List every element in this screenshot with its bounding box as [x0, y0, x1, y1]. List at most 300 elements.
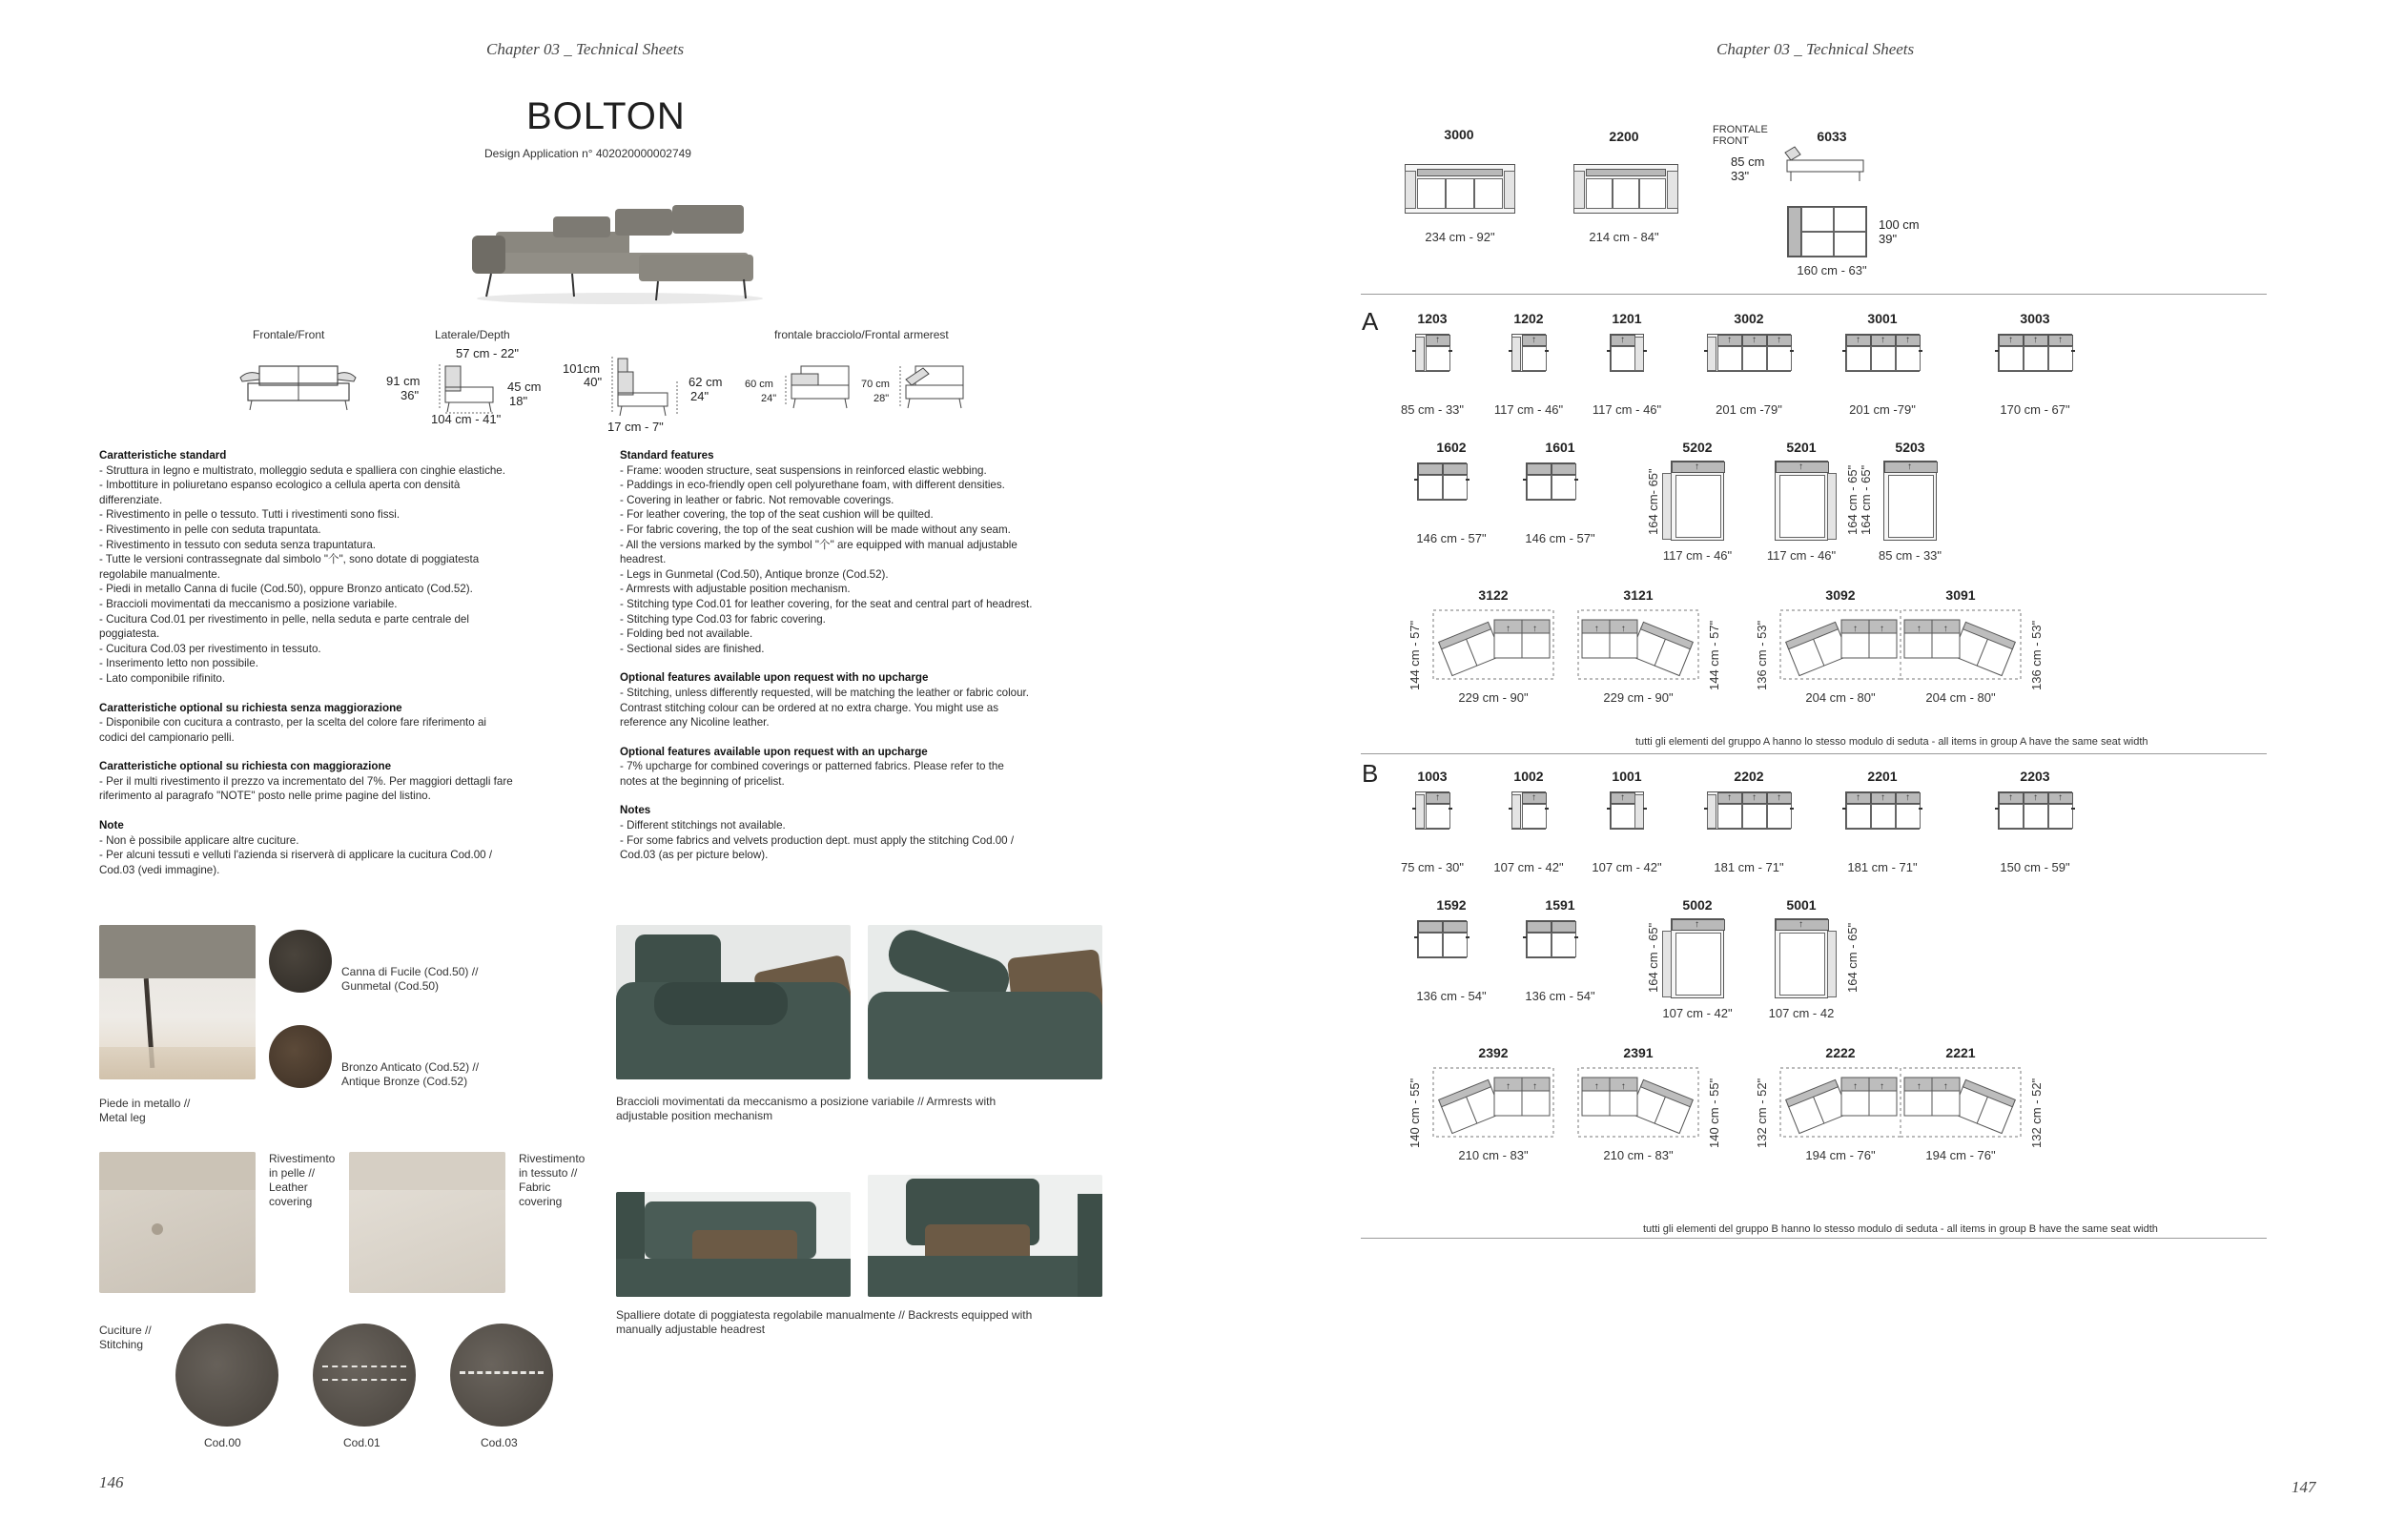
module-drawing — [1417, 462, 1467, 501]
seat-cell — [1552, 475, 1576, 500]
seat-cell — [1871, 346, 1896, 371]
module-1003-dim: 75 cm - 30" — [1400, 860, 1465, 874]
armrest-up-photo — [868, 925, 1102, 1079]
cushion-mark — [1509, 350, 1512, 352]
module-1203-code: 1203 — [1417, 311, 1448, 326]
module-drawing — [1883, 461, 1937, 541]
module-2391-vdim: 140 cm - 55" — [1707, 1078, 1721, 1148]
module-6033-frontale: FRONTALE FRONT — [1713, 124, 1768, 147]
spec-line: - Armrests with adjustable position mechanism. — [620, 583, 851, 596]
metal-leg-caption: Piede in metallo // Metal leg — [99, 1097, 191, 1124]
spec-line: codici del campionario pelli. — [99, 730, 235, 744]
module-6033-width: 160 cm - 63" — [1797, 263, 1867, 277]
module-3092-dim: 204 cm - 80" — [1805, 690, 1876, 705]
group-b-note: tutti gli elementi del gruppo B hanno lo stesso modulo di seduta - all items in group B have the same seat width — [1643, 1223, 2158, 1235]
module-5001-code: 5001 — [1786, 897, 1817, 913]
spec-line: - Tutte le versioni contrassegnate dal simbolo "个", sono dotate di poggiatesta — [99, 553, 480, 566]
headrest-arrow-icon: ↑ — [1905, 792, 1910, 803]
backrest-shape — [1418, 463, 1443, 475]
spec-line: - Stitching, unless differently requested, will be matching the leather or fabric colour. — [620, 686, 1029, 699]
cushion-mark — [1704, 808, 1708, 810]
fabric-caption: Rivestimento in tessuto // Fabric covering — [519, 1152, 586, 1208]
module-5201-code: 5201 — [1786, 440, 1817, 455]
spec-line: - Cucitura Cod.03 per rivestimento in tessuto. — [99, 642, 321, 655]
module-2200-dim: 214 cm - 84" — [1589, 230, 1659, 244]
module-3122-code: 3122 — [1478, 587, 1509, 603]
module-3122-dim: 229 cm - 90" — [1458, 690, 1529, 705]
cushion-mark — [1995, 350, 1999, 352]
armrest-28-label: 28" — [873, 393, 890, 404]
armrest-shape — [1827, 931, 1837, 997]
headrest-arrow-icon: ↑ — [1727, 792, 1732, 803]
armrest-shape — [1634, 337, 1644, 371]
svg-text:↑: ↑ — [1853, 624, 1858, 634]
module-5002-dim: 107 cm - 42" — [1662, 1006, 1733, 1020]
spec-en-note-lines — [620, 818, 1135, 863]
spec-line: - For leather covering, the top of the seat cushion will be quilted. — [620, 508, 934, 522]
module-5202-code: 5202 — [1682, 440, 1713, 455]
cushion-mark — [1414, 479, 1418, 481]
spec-en-std-lines — [620, 463, 1135, 657]
page-number-left: 146 — [99, 1473, 124, 1491]
spec-line: - Stitching type Cod.01 for leather covering, for the seat and central part of headrest. — [620, 597, 1033, 610]
spec-line: - Different stitchings not available. — [620, 819, 786, 832]
module-drawing — [1415, 791, 1449, 830]
spec-en-opt-paid-title: Optional features available upon request with an upcharge — [620, 745, 928, 758]
module-3091-dim: 204 cm - 80" — [1925, 690, 1996, 705]
cushion-mark — [1523, 479, 1527, 481]
spec-line: - Frame: wooden structure, seat suspensions in reinforced elastic webbing. — [620, 463, 987, 477]
seat-cell — [2024, 804, 2048, 829]
module-3121-code: 3121 — [1623, 587, 1654, 603]
module-drawing — [1707, 334, 1791, 372]
svg-text:↑: ↑ — [1943, 1081, 1948, 1092]
spec-line: - Rivestimento in pelle o tessuto. Tutti i rivestimenti sono fissi. — [99, 508, 401, 522]
cushion-mark — [1790, 350, 1794, 352]
armrest-60-label: 60 cm — [745, 379, 773, 390]
cushion-mark — [1919, 808, 1922, 810]
corner-module-drawing — [1576, 1066, 1700, 1139]
spec-it-opt-paid-title: Caratteristiche optional su richiesta con maggiorazione — [99, 760, 392, 773]
depth-17-label: 17 cm - 7" — [607, 420, 664, 434]
spec-line: - Sectional sides are finished. — [620, 642, 765, 655]
headrest-arrow-icon: ↑ — [2008, 792, 2013, 803]
module-1003-code: 1003 — [1417, 769, 1448, 784]
corner-module-drawing — [1899, 608, 2023, 681]
spec-line: headrest. — [620, 553, 667, 566]
headrest-arrow-icon: ↑ — [1856, 792, 1860, 803]
fabric-covering-photo — [349, 1152, 505, 1293]
module-2202-dim: 181 cm - 71" — [1714, 860, 1784, 874]
spec-en-std-title: Standard features — [620, 449, 714, 462]
backrest-shape — [1552, 463, 1576, 475]
spec-line: - Stitching type Cod.03 for fabric covering. — [620, 612, 826, 626]
svg-text:↑: ↑ — [1532, 624, 1537, 634]
svg-text:↑: ↑ — [1594, 624, 1599, 634]
module-drawing — [1845, 334, 1920, 372]
module-1591-code: 1591 — [1545, 897, 1575, 913]
seat-cell — [1779, 475, 1825, 538]
module-2222-vdim: 132 cm - 52" — [1755, 1078, 1769, 1148]
spec-line: - Folding bed not available. — [620, 627, 753, 641]
seat-cell — [1418, 933, 1443, 957]
spec-line: - 7% upcharge for combined coverings or patterned fabrics. Please refer to the — [620, 760, 1004, 773]
cushion-mark — [1466, 479, 1469, 481]
armrests-caption: Braccioli movimentati da meccanismo a posizione variabile // Armrests with adjustable position mechanism — [616, 1095, 997, 1122]
header-left: Chapter 03 _ Technical Sheets — [486, 40, 685, 58]
svg-text:↑: ↑ — [1943, 624, 1948, 634]
spec-line: - Rivestimento in tessuto con seduta senza trapuntatura. — [99, 538, 377, 551]
module-1002-code: 1002 — [1513, 769, 1544, 784]
seat-cell — [1426, 346, 1450, 371]
module-drawing — [1998, 791, 2072, 830]
spec-it-opt-free-lines — [99, 715, 595, 745]
module-drawing — [1775, 918, 1828, 998]
spec-english — [620, 448, 1135, 863]
spec-line: Contrast stitching colour can be ordered at no extra charge. You might use as — [620, 701, 999, 714]
header-right: Chapter 03 _ Technical Sheets — [1716, 40, 1915, 58]
cushion-mark — [1574, 479, 1578, 481]
cod01-label: Cod.01 — [343, 1436, 380, 1449]
spec-line: - Inserimento letto non possibile. — [99, 657, 258, 670]
spec-line: riferimento al paragrafo "NOTE" posto nelle prime pagine del listino. — [99, 790, 431, 803]
headrest-arrow-icon: ↑ — [1695, 919, 1699, 930]
module-2200-drawing — [1573, 164, 1678, 214]
module-2391-dim: 210 cm - 83" — [1603, 1148, 1674, 1162]
product-title: BOLTON — [526, 95, 686, 137]
spec-line: - Piedi in metallo Canna di fucile (Cod.50), oppure Bronzo anticato (Cod.52). — [99, 583, 473, 596]
module-5202-dim: 117 cm - 46" — [1662, 548, 1733, 563]
armrest-shape — [1662, 931, 1672, 997]
spec-it-std-lines — [99, 463, 595, 687]
headrest-arrow-icon: ↑ — [1905, 335, 1910, 345]
module-drawing — [1998, 334, 2072, 372]
armrest-down-drawing — [782, 362, 853, 415]
seat-cell — [1717, 346, 1742, 371]
module-3000-drawing — [1405, 164, 1515, 214]
divider-top — [1361, 294, 2267, 295]
module-5201-vdim: 164 cm - 65" — [1845, 464, 1860, 535]
module-6033-code: 6033 — [1817, 129, 1847, 144]
module-5203-vdim: 164 cm - 65" — [1859, 464, 1873, 535]
module-2201-dim: 181 cm - 71" — [1847, 860, 1918, 874]
module-6033-top-drawing — [1787, 206, 1867, 257]
armrest-70-label: 70 cm — [861, 379, 890, 390]
module-2221-code: 2221 — [1945, 1045, 1976, 1060]
seat-cell — [1742, 346, 1767, 371]
svg-text:↑: ↑ — [1880, 1081, 1884, 1092]
spec-line: - For some fabrics and velvets production dept. must apply the stitching Cod.00 / — [620, 833, 1015, 847]
seat-cell — [2048, 346, 2073, 371]
divider-b — [1361, 1238, 2267, 1239]
cushion-mark — [1995, 808, 1999, 810]
side-headrest-drawing — [610, 355, 687, 420]
seat-cell — [1611, 346, 1635, 371]
design-application: Design Application n° 402020000002749 — [484, 147, 691, 160]
svg-text:↑: ↑ — [1506, 1081, 1511, 1092]
module-1601-code: 1601 — [1545, 440, 1575, 455]
spec-it-note-lines — [99, 833, 595, 878]
seat-cell — [1896, 346, 1921, 371]
seat-cell — [1742, 804, 1767, 829]
headrest-arrow-icon: ↑ — [1798, 919, 1803, 930]
module-3001-dim: 201 cm -79" — [1849, 402, 1916, 417]
spec-line: - Covering in leather or fabric. Not removable coverings. — [620, 493, 894, 506]
module-6033-front-drawing — [1781, 143, 1867, 189]
metal-leg-photo — [99, 925, 256, 1079]
cushion-mark — [2071, 808, 2075, 810]
module-drawing — [1671, 461, 1724, 541]
headrest-arrow-icon: ↑ — [1752, 792, 1757, 803]
seat-cell — [1767, 346, 1792, 371]
spec-en-opt-free-lines — [620, 686, 1135, 730]
seat-cell — [1522, 346, 1547, 371]
seat-cell — [1426, 804, 1450, 829]
seat-cell — [2024, 346, 2048, 371]
module-5001-vdim: 164 cm - 65" — [1845, 922, 1860, 993]
module-drawing — [1610, 791, 1644, 830]
svg-text:↑: ↑ — [1917, 1081, 1922, 1092]
seat-cell — [1443, 933, 1468, 957]
stitching-caption: Cuciture // Stitching — [99, 1324, 152, 1351]
headrest-arrow-icon: ↑ — [2008, 335, 2013, 345]
stitch-cod01-swatch — [313, 1324, 416, 1427]
module-1601-dim: 146 cm - 57" — [1525, 531, 1595, 545]
module-5203-dim: 85 cm - 33" — [1878, 548, 1942, 563]
headrest-arrow-icon: ↑ — [2033, 335, 2038, 345]
divider-a — [1361, 753, 2267, 754]
headrest-arrow-icon: ↑ — [1752, 335, 1757, 345]
spec-italian — [99, 448, 595, 877]
module-6033-height: 85 cm 33" — [1731, 154, 1765, 183]
module-5002-code: 5002 — [1682, 897, 1713, 913]
seat-cell — [1896, 804, 1921, 829]
spec-line: regolabile manualmente. — [99, 567, 220, 581]
module-1001-code: 1001 — [1612, 769, 1642, 784]
module-drawing — [1610, 334, 1644, 372]
module-2392-vdim: 140 cm - 55" — [1408, 1078, 1422, 1148]
spec-line: - Per alcuni tessuti e velluti l'azienda si riserverà di applicare la cucitura Cod.00 / — [99, 849, 493, 862]
module-3001-code: 3001 — [1867, 311, 1898, 326]
cushion-mark — [1412, 808, 1416, 810]
spec-line: - Struttura in legno e multistrato, molleggio seduta e spalliera con cinghie elastiche. — [99, 463, 505, 477]
seat-cell — [1443, 475, 1468, 500]
headrest-arrow-icon: ↑ — [1727, 335, 1732, 345]
module-5001-dim: 107 cm - 42 — [1768, 1006, 1835, 1020]
module-drawing — [1775, 461, 1828, 541]
spec-line: - For fabric covering, the top of the seat cushion will be made without any seam. — [620, 523, 1011, 536]
corner-module-drawing — [1431, 608, 1555, 681]
spec-line: - Non è possibile applicare altre cuciture. — [99, 833, 299, 847]
module-3121-vdim: 144 cm - 57" — [1707, 620, 1721, 690]
backrest-up-photo — [868, 1175, 1102, 1297]
module-2201-code: 2201 — [1867, 769, 1898, 784]
module-drawing — [1511, 334, 1546, 372]
armrest-shape — [1827, 473, 1837, 540]
module-1203-dim: 85 cm - 33" — [1400, 402, 1465, 417]
corner-module-drawing — [1778, 1066, 1902, 1139]
module-3002-dim: 201 cm -79" — [1716, 402, 1782, 417]
armrest-down-photo — [616, 925, 851, 1079]
module-drawing — [1415, 334, 1449, 372]
module-3000-dim: 234 cm - 92" — [1425, 230, 1495, 244]
headrest-arrow-icon: ↑ — [1880, 792, 1885, 803]
seat-cell — [1888, 475, 1934, 538]
module-3122-vdim: 144 cm - 57" — [1408, 620, 1422, 690]
spec-line: - All the versions marked by the symbol "个" are equipped with manual adjustable — [620, 538, 1017, 551]
cushion-mark — [1842, 808, 1846, 810]
headrest-arrow-icon: ↑ — [1856, 335, 1860, 345]
module-3121-dim: 229 cm - 90" — [1603, 690, 1674, 705]
armrest-up-drawing — [896, 360, 968, 416]
spec-it-std-title: Caratteristiche standard — [99, 449, 227, 462]
backrest-down-photo — [616, 1192, 851, 1297]
armrest-shape — [1707, 337, 1716, 371]
leather-covering-photo — [99, 1152, 256, 1293]
spec-line: - Lato componibile rifinito. — [99, 671, 226, 685]
armrest-shape — [1415, 337, 1425, 371]
cushion-mark — [1607, 808, 1611, 810]
backrest-shape — [1418, 921, 1443, 933]
bronze-swatch — [269, 1025, 332, 1088]
module-3092-code: 3092 — [1825, 587, 1856, 603]
gunmetal-swatch — [269, 930, 332, 993]
armrest-shape — [1634, 794, 1644, 829]
seat-cell — [1999, 804, 2024, 829]
leather-caption: Rivestimento in pelle // Leather covering — [269, 1152, 336, 1208]
headrest-arrow-icon: ↑ — [1435, 335, 1440, 345]
cushion-mark — [1414, 936, 1418, 938]
module-3003-code: 3003 — [2020, 311, 2050, 326]
module-2392-dim: 210 cm - 83" — [1458, 1148, 1529, 1162]
module-2221-dim: 194 cm - 76" — [1925, 1148, 1996, 1162]
sofa-hero-image — [467, 195, 772, 305]
module-1001-dim: 107 cm - 42" — [1592, 860, 1662, 874]
height-24-label: 24" — [690, 389, 709, 403]
armrest-shape — [1415, 794, 1425, 829]
module-6033-depth: 100 cm 39" — [1879, 217, 1920, 246]
armrest-view-label: frontale bracciolo/Frontal armerest — [774, 328, 949, 341]
module-3002-code: 3002 — [1734, 311, 1764, 326]
spec-it-opt-free-title: Caratteristiche optional su richiesta senza maggiorazione — [99, 701, 402, 714]
seat-cell — [1717, 804, 1742, 829]
svg-text:↑: ↑ — [1853, 1081, 1858, 1092]
module-2221-vdim: 132 cm - 52" — [2029, 1078, 2044, 1148]
headrest-arrow-icon: ↑ — [1531, 792, 1536, 803]
module-drawing — [1417, 920, 1467, 958]
seat-cell — [1522, 804, 1547, 829]
cushion-mark — [1790, 808, 1794, 810]
cushion-mark — [1449, 808, 1452, 810]
module-2392-code: 2392 — [1478, 1045, 1509, 1060]
spec-line: - Legs in Gunmetal (Cod.50), Antique bronze (Cod.52). — [620, 567, 889, 581]
module-1202-dim: 117 cm - 46" — [1493, 402, 1564, 417]
seat-cell — [1846, 346, 1871, 371]
cushion-mark — [1842, 350, 1846, 352]
headrest-arrow-icon: ↑ — [1620, 335, 1625, 345]
headrest-arrow-icon: ↑ — [2033, 792, 2038, 803]
svg-text:↑: ↑ — [1594, 1081, 1599, 1092]
module-3003-dim: 170 cm - 67" — [2000, 402, 2070, 417]
module-drawing — [1526, 462, 1575, 501]
spec-line: - Cucitura Cod.01 per rivestimento in pelle, nella seduta e parte centrale del — [99, 612, 469, 626]
module-1202-code: 1202 — [1513, 311, 1544, 326]
headrest-arrow-icon: ↑ — [1777, 792, 1781, 803]
spec-it-opt-paid-lines — [99, 774, 595, 804]
corner-module-drawing — [1576, 608, 1700, 681]
module-5203-code: 5203 — [1895, 440, 1925, 455]
module-5201-dim: 117 cm - 46" — [1766, 548, 1837, 563]
seat-cell — [1999, 346, 2024, 371]
height-91-label: 91 cm — [386, 374, 421, 388]
height-62-label: 62 cm — [688, 375, 723, 389]
module-2391-code: 2391 — [1623, 1045, 1654, 1060]
stitch-cod00-swatch — [175, 1324, 278, 1427]
cushion-mark — [1466, 936, 1469, 938]
side-view-drawing — [434, 362, 505, 415]
module-2200-code: 2200 — [1609, 129, 1639, 144]
module-1591-dim: 136 cm - 54" — [1525, 989, 1595, 1003]
backrests-caption: Spalliere dotate di poggiatesta regolabile manualmente // Backrests equipped with manually adjustable headrest — [616, 1308, 1033, 1336]
corner-module-drawing — [1778, 608, 1902, 681]
bronze-caption: Bronzo Anticato (Cod.52) // Antique Bronze (Cod.52) — [341, 1060, 480, 1088]
svg-text:↑: ↑ — [1621, 1081, 1626, 1092]
module-1002-dim: 107 cm - 42" — [1493, 860, 1564, 874]
svg-text:↑: ↑ — [1621, 624, 1626, 634]
backrest-shape — [1443, 463, 1468, 475]
seat-cell — [1552, 933, 1576, 957]
armrest-shape — [1707, 794, 1716, 829]
spec-line: Cod.03 (vedi immagine). — [99, 863, 220, 876]
svg-text:↑: ↑ — [1506, 624, 1511, 634]
group-b-letter: B — [1362, 759, 1379, 788]
module-drawing — [1511, 791, 1546, 830]
module-3091-code: 3091 — [1945, 587, 1976, 603]
cushion-mark — [1523, 936, 1527, 938]
cushion-mark — [1704, 350, 1708, 352]
side-view-label: Laterale/Depth — [435, 328, 510, 341]
spec-line: - Imbottiture in poliuretano espanso ecologico a cellula aperta con densità — [99, 479, 461, 492]
svg-text:↑: ↑ — [1880, 624, 1884, 634]
module-drawing — [1707, 791, 1791, 830]
seat-cell — [1611, 804, 1635, 829]
spec-line: - Per il multi rivestimento il prezzo va incrementato del 7%. Per maggiori dettagli fare — [99, 774, 513, 788]
cushion-mark — [1545, 350, 1549, 352]
spec-en-note-title: Notes — [620, 804, 651, 817]
seat-cell — [1779, 933, 1825, 996]
module-2222-dim: 194 cm - 76" — [1805, 1148, 1876, 1162]
module-1201-code: 1201 — [1612, 311, 1642, 326]
seat-cell — [1767, 804, 1792, 829]
cushion-mark — [1919, 350, 1922, 352]
spec-line: - Braccioli movimentati da meccanismo a posizione variabile. — [99, 597, 398, 610]
module-drawing — [1671, 918, 1724, 998]
cushion-mark — [1545, 808, 1549, 810]
module-2203-dim: 150 cm - 59" — [2000, 860, 2070, 874]
module-1602-dim: 146 cm - 57" — [1416, 531, 1487, 545]
height-40-label: 40" — [584, 375, 603, 389]
spec-line: Cod.03 (as per picture below). — [620, 849, 769, 862]
seat-cell — [1871, 804, 1896, 829]
seat-cell — [1527, 475, 1552, 500]
seat-cell — [1418, 475, 1443, 500]
spec-it-note-title: Note — [99, 819, 124, 832]
depth-104-label: 104 cm - 41" — [431, 412, 502, 426]
module-2203-code: 2203 — [2020, 769, 2050, 784]
seat-cell — [1675, 475, 1721, 538]
spec-line: poggiatesta. — [99, 627, 160, 641]
gunmetal-caption: Canna di Fucile (Cod.50) // Gunmetal (Cod.50) — [341, 965, 479, 993]
